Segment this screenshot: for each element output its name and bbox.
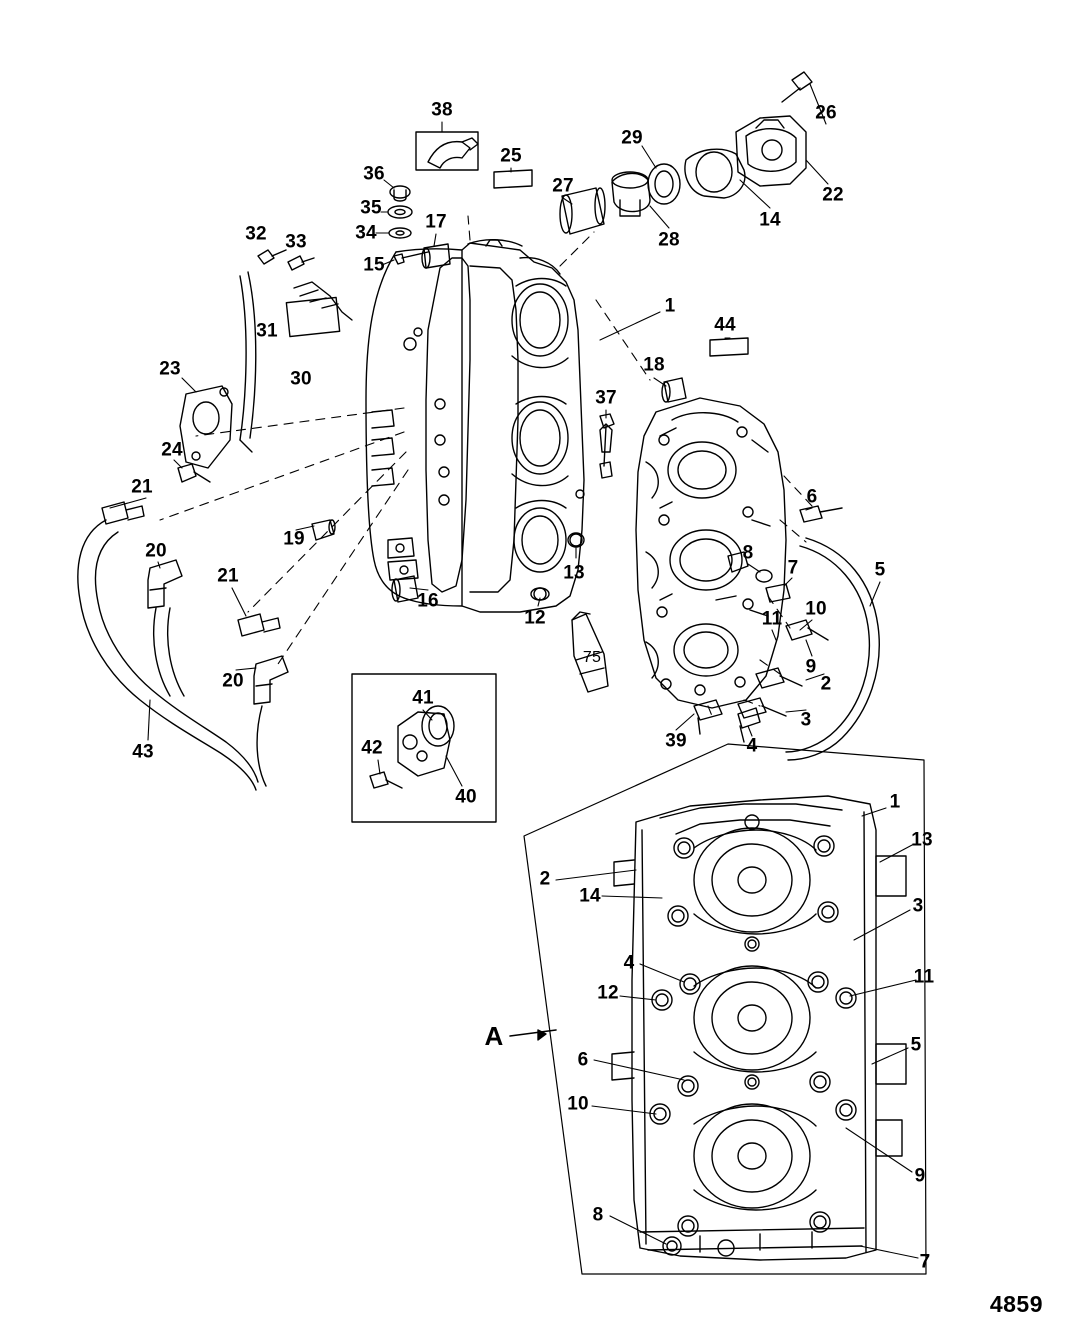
callout-44: 44 <box>714 314 736 336</box>
callout-13: 13 <box>911 829 933 851</box>
callout-18: 18 <box>643 354 665 376</box>
callout-28: 28 <box>658 229 680 251</box>
callout-10: 10 <box>567 1093 589 1115</box>
callout-35: 35 <box>360 197 382 219</box>
part-21a <box>102 502 144 524</box>
part-21b <box>238 614 280 636</box>
callout-15: 15 <box>363 254 385 276</box>
callout-40: 40 <box>455 786 477 808</box>
callout-2: 2 <box>820 673 832 695</box>
callout-6: 6 <box>577 1049 589 1071</box>
part-18 <box>662 378 686 402</box>
callout-21: 21 <box>217 565 239 587</box>
part-35 <box>388 206 412 218</box>
callout-3: 3 <box>800 709 812 731</box>
cylinder-block-right <box>636 398 786 708</box>
callout-32: 32 <box>245 223 267 245</box>
part-9-2 <box>786 620 828 640</box>
part-28 <box>612 172 650 216</box>
callout-23: 23 <box>159 358 181 380</box>
part-44 <box>710 338 748 356</box>
callout-25: 25 <box>500 145 522 167</box>
callout-1: 1 <box>664 295 676 317</box>
callout-38: 38 <box>431 99 453 121</box>
callout-39: 39 <box>665 730 687 752</box>
part-26 <box>782 72 812 102</box>
part-36 <box>390 186 410 201</box>
callout-14: 14 <box>759 209 781 231</box>
part-7 <box>766 584 790 602</box>
detail-view-a <box>510 744 926 1274</box>
callout-27: 27 <box>552 175 574 197</box>
callout-12: 12 <box>524 607 546 629</box>
callout-31: 31 <box>256 320 278 342</box>
part-32 <box>258 250 286 264</box>
callout-8: 8 <box>742 542 754 564</box>
callout-20: 20 <box>145 540 167 562</box>
part-31 <box>286 282 352 337</box>
callout-43: 43 <box>132 741 154 763</box>
callout-36: 36 <box>363 163 385 185</box>
part-25 <box>494 170 532 188</box>
callout-13: 13 <box>563 562 585 584</box>
callout-16: 16 <box>417 590 439 612</box>
callout-12: 12 <box>597 982 619 1004</box>
part-34 <box>389 228 411 238</box>
part-23 <box>180 386 232 468</box>
detail-view-letter: A <box>484 1021 504 1051</box>
part-14 <box>685 149 745 198</box>
callout-4: 4 <box>746 735 758 757</box>
callout-8: 8 <box>592 1204 604 1226</box>
callout-20: 20 <box>222 670 244 692</box>
part-39 <box>694 700 722 734</box>
part-17 <box>422 244 450 268</box>
callout-30: 30 <box>290 368 312 390</box>
callout-6: 6 <box>806 486 818 508</box>
callout-10: 10 <box>805 598 827 620</box>
callout-24: 24 <box>161 439 183 461</box>
crankcase-block <box>366 240 612 612</box>
callout-7: 7 <box>919 1251 931 1273</box>
callout-11: 11 <box>913 966 935 988</box>
callout-21: 21 <box>131 476 153 498</box>
callout-17: 17 <box>425 211 447 233</box>
callout-1: 1 <box>889 791 901 813</box>
part-20b <box>254 656 288 704</box>
part-8 <box>756 570 772 582</box>
callout-22: 22 <box>822 184 844 206</box>
part-22 <box>736 116 806 186</box>
callout-2: 2 <box>539 868 551 890</box>
callout-41: 41 <box>412 687 434 709</box>
callout-11: 11 <box>761 608 783 630</box>
callout-29: 29 <box>621 127 643 149</box>
part-29 <box>648 164 680 204</box>
callout-34: 34 <box>355 222 377 244</box>
callout-5: 5 <box>874 559 886 581</box>
callout-14: 14 <box>579 885 601 907</box>
callout-42: 42 <box>361 737 383 759</box>
figure-number: 4859 <box>989 1291 1043 1317</box>
part-33 <box>288 256 314 270</box>
part-6 <box>800 506 842 522</box>
callout-9: 9 <box>805 656 817 678</box>
callout-37: 37 <box>595 387 617 409</box>
callout-19: 19 <box>283 528 305 550</box>
callout-4: 4 <box>623 952 635 974</box>
callout-26: 26 <box>815 102 837 124</box>
callout-7: 7 <box>787 557 799 579</box>
callout-5: 5 <box>910 1034 922 1056</box>
callout-9: 9 <box>914 1165 926 1187</box>
part-20a <box>148 560 182 608</box>
part-38 <box>416 132 478 170</box>
part-43 <box>78 520 266 790</box>
callout-3: 3 <box>912 895 924 917</box>
callout-33: 33 <box>285 231 307 253</box>
tube-label: 75 <box>582 649 602 666</box>
part-19 <box>312 520 335 540</box>
part-2 <box>756 668 802 688</box>
